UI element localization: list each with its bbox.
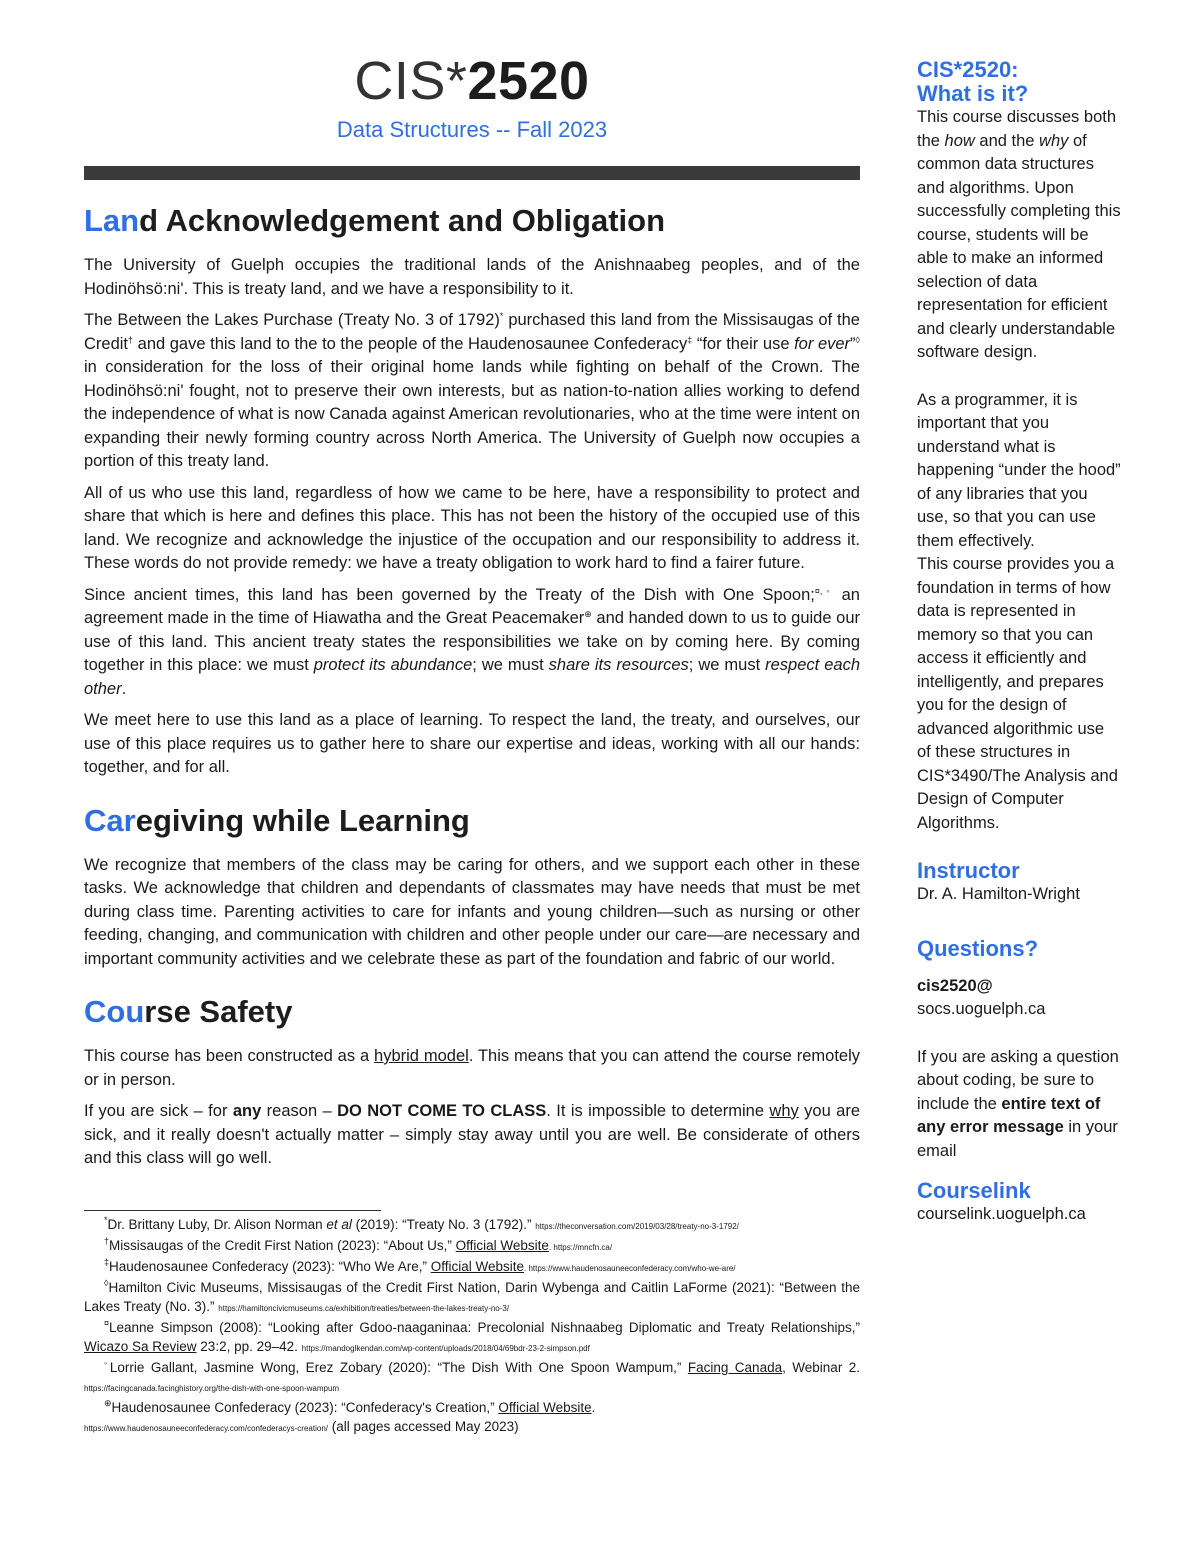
footnotes: [84, 1210, 860, 1438]
land-heading: Land Acknowledgement and Obligation: [84, 203, 666, 238]
footnote-4: ◊Hamilton Civic Museums, Missisaugas of the Credit First Nation, Darin Wybenga and Caitlin LaForme (2021): “Between the Lakes Treaty (No. 3).” https://hamiltoncivicmuseums.ca/exhibition/treaties/between-the-lakes-treaty-no-3/: [84, 1278, 860, 1314]
official-website-link[interactable]: Official Website: [455, 1238, 549, 1253]
footnote-rule: [84, 1210, 381, 1211]
footnote-7: ⊕Haudenosaunee Confederacy (2023): “Confederacy's Creation,” Official Website. https://www.haudenosauneeconfederacy.com/confederacys-creation/ (all pages accessed May 2023): [84, 1398, 596, 1434]
instructor-name: Dr. A. Hamilton-Wright: [917, 885, 1080, 903]
footnote-3: ‡Haudenosaunee Confederacy (2023): “Who We Are,” Official Website. https://www.haudenosauneeconfederacy.com/who-we-are/: [104, 1257, 736, 1274]
footnote-2: †Missisaugas of the Credit First Nation (2023): “About Us,” Official Website. https://mncfn.ca/: [104, 1236, 613, 1253]
safety-paragraph-1: This course has been constructed as a hybrid model. This means that you can attend the course remotely or in person.: [84, 1047, 861, 1089]
course-number: 2520: [467, 51, 590, 111]
what-is-it-heading: CIS*2520: What is it?: [917, 57, 1029, 106]
land-paragraph-1: The University of Guelph occupies the traditional lands of the Anishnaabeg peoples, and of the Hodinöhsö:ni'. This is treaty land, and we have a responsibility to it.: [84, 256, 860, 298]
land-paragraph-3: All of us who use this land, regardless of how we came to be here, have a responsibility to protect and share that which is here and defines this place. This has not been the history of the occupied use of this land. We recognize and acknowledge the injustice of the occupation and our responsibility to address it. These words do not provide remedy: we have a treaty obligation to work hard to find a fairer future.: [84, 483, 860, 572]
instructor-heading: Instructor: [917, 858, 1020, 883]
hybrid-model-link[interactable]: hybrid model: [374, 1047, 469, 1065]
course-prefix: CIS*: [354, 51, 468, 111]
courselink-heading: Courselink: [917, 1178, 1031, 1203]
footnote-5: ¤Leanne Simpson (2008): “Looking after Gdoo-naaganinaa: Precolonial Nishnaabeg Diplomatic and Treaty Relationships,” Wicazo Sa Review 23:2, pp. 29–42. https://mandoglkendan.com/wp-content/uploads/2018/04/69bdr-23-2-simpson.pdf: [84, 1318, 860, 1354]
main-column: [84, 50, 860, 1179]
care-heading: Caregiving while Learning: [84, 802, 470, 838]
course-subtitle: Data Structures -- Fall 2023: [336, 117, 608, 142]
questions-heading: Questions?: [917, 935, 1039, 961]
wicazo-sa-review-link[interactable]: Wicazo Sa Review: [84, 1339, 197, 1354]
official-website-link[interactable]: Official Website: [430, 1259, 524, 1274]
courselink-url[interactable]: courselink.uoguelph.ca: [917, 1205, 1086, 1223]
land-paragraph-4: Since ancient times, this land has been governed by the Treaty of the Dish with One Spoon;¤,◦ an agreement made in the time of Hiawatha and the Great Peacemaker⊕ and handed down to us to guide our use of this land. This ancient treaty states the responsibilities we take on by coming here. By coming together in this place: we must protect its abundance; we must share its resources; we must respect each other.: [84, 585, 860, 698]
header-rule: [84, 166, 860, 180]
care-paragraph: We recognize that members of the class may be caring for others, and we support each other in these tasks. We acknowledge that children and dependants of classmates may have needs that must be met during class time. Parenting activities to care for infants and young children—such as nursing or other feeding, changing, and communication with children and other people under our care—are necessary and important community activities and we celebrate these as part of the foundation and fabric of our world.: [84, 855, 860, 968]
footnote-6: ◦Lorrie Gallant, Jasmine Wong, Erez Zobary (2020): “The Dish With One Spoon Wampum,” Facing Canada, Webinar 2. https://facingcanada.facinghistory.org/the-dish-with-one-spoon-wampum: [84, 1358, 860, 1393]
facing-canada-link[interactable]: Facing Canada: [687, 1360, 783, 1375]
foundation-paragraph: This course provides you a foundation in terms of how data is represented in memory so that you can access it efficiently and intelligently, and prepares you for the design of advanced algorithmic use of these structures in CIS*3490/The Analysis and Design of Computer Algorithms.: [917, 555, 1118, 832]
safety-heading: Course Safety: [84, 994, 293, 1029]
question-tip: If you are asking a question about coding, be sure to include the entire text of any error message in your email: [917, 1047, 1119, 1160]
footnote-1: *Dr. Brittany Luby, Dr. Alison Norman et al (2019): “Treaty No. 3 (1792).” https://theconversation.com/2019/03/28/treaty-no-3-1792/: [104, 1215, 739, 1232]
land-paragraph-5: We meet here to use this land as a place of learning. To respect the land, the treaty, and ourselves, our use of this place requires us to gather here to share our expertise and ideas, working with all our hands: together, and for all.: [84, 711, 860, 776]
official-website-link[interactable]: Official Website: [498, 1400, 592, 1415]
land-paragraph-2: The Between the Lakes Purchase (Treaty No. 3 of 1792)* purchased this land from the Missisaugas of the Credit† and gave this land to the to the people of the Haudenosaunee Confederacy‡ “for their use for ever”◊ in consideration for the loss of their original home lands while fighting on behalf of the Crown. The Hodinöhsö:ni' fought, not to preserve their own interests, but as nation-to-nation allies working to defend the independence of what is now Canada against American revolutionaries, who at the time were intent on expanding their newly forming country across North America. The University of Guelph now occupies a portion of this treaty land.: [84, 311, 860, 470]
contact-email[interactable]: cis2520@ socs.uoguelph.ca: [917, 976, 1046, 1018]
sidebar: [917, 58, 1122, 1227]
what-is-it-paragraph: This course discusses both the how and the why of common data structures and algorithms. Upon successfully completing this course, students will be able to make an informed selection of data representation for efficient and clearly understandable software design.: [917, 108, 1121, 361]
course-code: [84, 50, 860, 112]
programmer-paragraph: As a programmer, it is important that you understand what is happening “under the hood” of any libraries that you use, so that you can use them effectively.: [917, 390, 1121, 550]
safety-paragraph-2: If you are sick – for any reason – DO NOT COME TO CLASS. It is impossible to determine why you are sick, and it really doesn't actually matter – simply stay away until you are well. Be considerate of others and this class will go well.: [84, 1102, 861, 1167]
